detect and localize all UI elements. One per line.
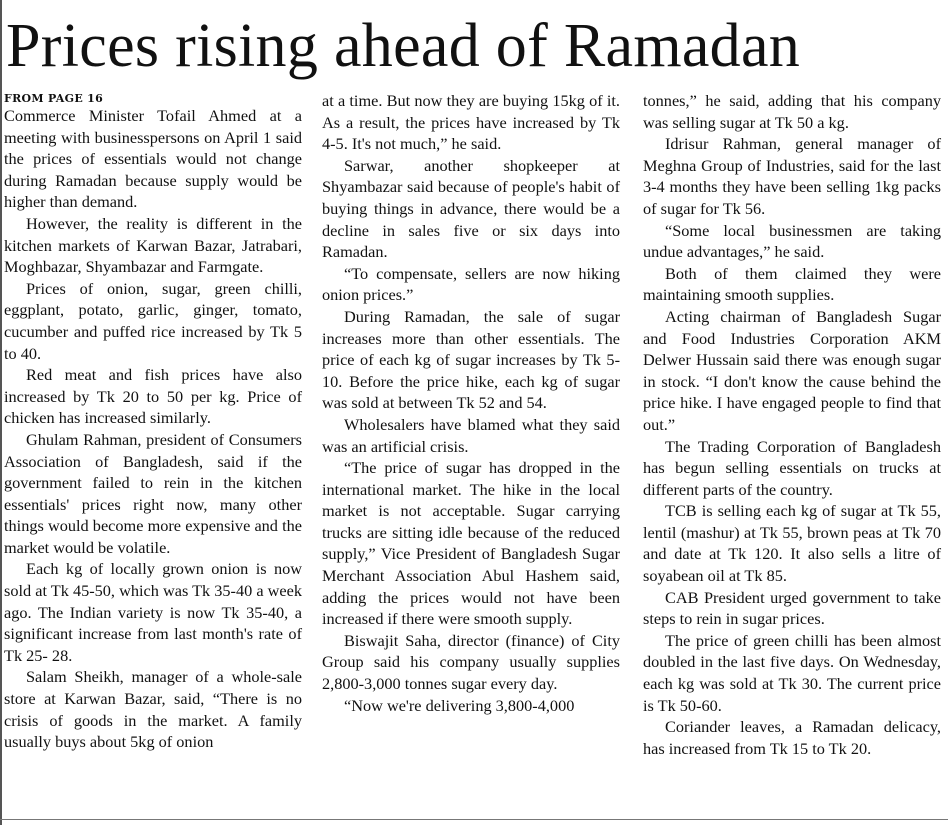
paragraph: Coriander leaves, a Ramadan delicacy, has increased from Tk 15 to Tk 20. xyxy=(643,717,941,758)
paragraph: “Now we're delivering 3,800-4,000 xyxy=(344,695,575,715)
paragraph: Sarwar, another shopkeeper at Shyambazar said because of people's habit of buying things in advance, there would be a decline in sales five or six days into Ramadan. xyxy=(322,155,620,262)
bottom-border-rule xyxy=(0,819,948,820)
article-column-1 xyxy=(4,92,302,753)
paragraph: tonnes,” he said, adding that his company was selling sugar at Tk 50 a kg. xyxy=(643,91,941,132)
article-column-2 xyxy=(322,90,620,716)
paragraph: “The price of sugar has dropped in the international market. The hike in the local market is not acceptable. Sugar carrying trucks are sitting idle because of the reduced supply,” Vice President of Bangladesh Sugar Merchant Association Abul Hashem said, adding the prices would not have been increased if there were smooth supply. xyxy=(322,458,620,629)
paragraph: The price of green chilli has been almost doubled in the last five days. On Wednesday, each kg was sold at Tk 30. The current price is Tk 50-60. xyxy=(643,630,941,715)
paragraph: “To compensate, sellers are now hiking onion prices.” xyxy=(322,263,620,305)
paragraph: The Trading Corporation of Bangladesh has begun selling essentials on trucks at different parts of the country. xyxy=(643,436,941,499)
paragraph: at a time. But now they are buying 15kg of it. As a result, the prices have increased by Tk 4-5. It's not much,” he said. xyxy=(322,91,620,154)
headline: Prices rising ahead of Ramadan xyxy=(6,12,801,80)
article-column-3 xyxy=(643,90,941,759)
paragraph: Commerce Minister Tofail Ahmed at a meeting with businesspersons on April 1 said the prices of essentials would not change during Ramadan because supply would be higher than demand. xyxy=(4,106,302,212)
paragraph: Each kg of locally grown onion is now sold at Tk 45-50, which was Tk 35-40 a week ago. The Indian variety is now Tk 35-40, a significant increase from last month's rate of Tk 25- 28. xyxy=(4,559,302,665)
paragraph: Wholesalers have blamed what they said was an artificial crisis. xyxy=(322,414,620,456)
paragraph: During Ramadan, the sale of sugar increases more than other essentials. The price of each kg of sugar increases by Tk 5-10. Before the price hike, each kg of sugar was sold at between Tk 52 and 54. xyxy=(322,306,620,413)
paragraph: “Some local businessmen are taking undue advantages,” he said. xyxy=(643,220,941,262)
paragraph: Both of them claimed they were maintaining smooth supplies. xyxy=(643,263,941,305)
paragraph: Biswajit Saha, director (finance) of City Group said his company usually supplies 2,800-3,000 tonnes sugar every day. xyxy=(322,630,620,694)
paragraph: However, the reality is different in the kitchen markets of Karwan Bazar, Jatrabari, Moghbazar, Shyambazar and Farmgate. xyxy=(4,213,302,277)
paragraph: CAB President urged government to take steps to rein in sugar prices. xyxy=(643,587,941,629)
paragraph: Ghulam Rahman, president of Consumers Association of Bangladesh, said if the government failed to rein in the kitchen essentials' prices right now, many other things would become more expensive and the market would be volatile. xyxy=(4,429,302,557)
paragraph: TCB is selling each kg of sugar at Tk 55, lentil (mashur) at Tk 55, brown peas at Tk 70 and date at Tk 120. It also sells a litre of soyabean oil at Tk 85. xyxy=(643,501,941,586)
left-border-rule xyxy=(0,0,2,825)
paragraph: Prices of onion, sugar, green chilli, eggplant, potato, garlic, ginger, tomato, cucumber and puffed rice increased by Tk 5 to 40. xyxy=(4,278,302,363)
paragraph: Acting chairman of Bangladesh Sugar and Food Industries Corporation AKM Delwer Hussain said there was enough sugar in stock. “I don't know the cause behind the price hike. I have engaged people to find that out.” xyxy=(643,306,941,434)
paragraph: Idrisur Rahman, general manager of Meghna Group of Industries, said for the last 3-4 months they have been selling 1kg packs of sugar for Tk 56. xyxy=(643,134,941,218)
paragraph: Red meat and fish prices have also increased by Tk 20 to 50 per kg. Price of chicken has increased similarly. xyxy=(4,365,302,428)
paragraph: Salam Sheikh, manager of a whole-sale store at Karwan Bazar, said, “There is no crisis of goods in the market. A family usually buys about 5kg of onion xyxy=(4,667,302,752)
continued-from-label: FROM PAGE 16 xyxy=(4,92,104,105)
